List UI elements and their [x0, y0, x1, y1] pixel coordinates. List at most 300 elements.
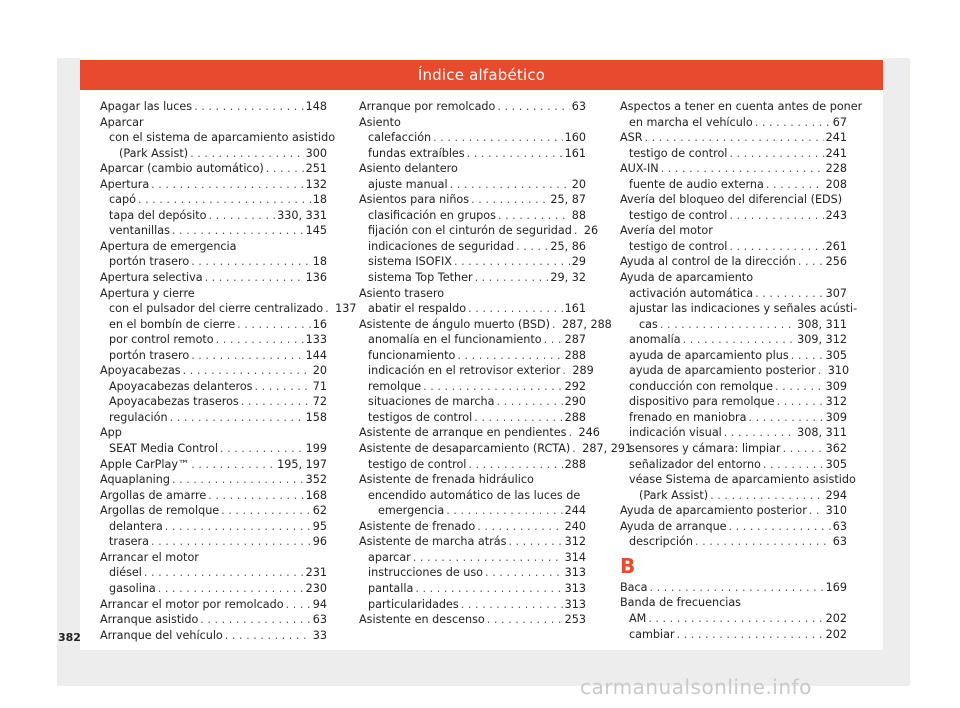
- page-number: 382: [58, 631, 81, 644]
- entry-term: fundas extraíbles: [368, 146, 465, 160]
- index-entry: [620, 130, 847, 146]
- entry-page: 261: [825, 239, 847, 253]
- index-entry: [100, 410, 327, 426]
- index-entry: [100, 565, 327, 581]
- index-entry: [100, 612, 327, 628]
- entry-term: pantalla: [368, 581, 414, 595]
- entry-page: 29, 32: [550, 271, 586, 285]
- index-entry: [359, 457, 586, 473]
- dot-leader: [413, 550, 563, 566]
- index-entry: [100, 488, 327, 504]
- entry-page: 20: [312, 364, 327, 378]
- entry-page: 63: [832, 519, 847, 533]
- dot-leader: [477, 519, 562, 535]
- entry-page: 132: [305, 177, 327, 191]
- entry-term: Arranque por remolcado: [359, 100, 496, 113]
- entry-page: 307: [825, 286, 847, 300]
- dot-leader: [471, 192, 548, 208]
- entry-page: 312: [564, 535, 586, 549]
- index-entry: [620, 379, 847, 395]
- index-heading: con el sistema de aparcamiento asistido: [109, 131, 336, 145]
- dot-leader: [729, 239, 823, 255]
- index-entry: [100, 441, 327, 457]
- entry-term: Aparcar (cambio automático): [100, 162, 264, 176]
- entry-term: Baca: [620, 580, 648, 594]
- entry-page: 72: [312, 395, 327, 409]
- index-entry: [359, 348, 586, 364]
- index-entry: [100, 503, 327, 519]
- index-entry: [359, 425, 600, 441]
- dot-leader: [475, 270, 549, 286]
- entry-page: 26: [583, 224, 599, 238]
- entry-page: 161: [564, 146, 586, 160]
- index-entry: [100, 177, 327, 193]
- index-entry: [620, 146, 847, 162]
- index-entry: [100, 457, 327, 473]
- entry-term: regulación: [109, 410, 168, 424]
- dot-leader: [457, 348, 562, 364]
- dot-leader: [487, 612, 563, 628]
- entry-page: 290: [564, 395, 586, 409]
- dot-leader: [191, 457, 275, 473]
- entry-page: 96: [312, 535, 327, 549]
- entry-page: 29: [571, 255, 586, 269]
- entry-page: 137: [335, 302, 357, 316]
- entry-term: testigo de control: [629, 208, 728, 222]
- entry-term: funcionamiento: [368, 348, 456, 362]
- entry-term: con el pulsador del cierre centralizado: [109, 302, 324, 316]
- dot-leader: [755, 286, 823, 302]
- index-entry: [359, 410, 586, 426]
- entry-term: Argollas de amarre: [100, 488, 207, 502]
- dot-leader: [497, 99, 569, 115]
- entry-page: 208: [825, 177, 847, 191]
- dot-leader: [777, 394, 824, 410]
- dot-leader: [205, 270, 304, 286]
- entry-term: abatir el respaldo: [368, 302, 467, 316]
- entry-page: 158: [305, 410, 327, 424]
- dot-leader: [648, 611, 823, 627]
- entry-term: ayuda de aparcamiento posterior: [629, 364, 816, 378]
- entry-page: 305: [825, 348, 847, 362]
- entry-page: 94: [312, 597, 327, 611]
- index-entry: [359, 379, 586, 395]
- dot-leader: [798, 254, 824, 270]
- entry-page: 244: [564, 504, 586, 518]
- entry-term: Arrancar el motor por remolcado: [100, 597, 284, 611]
- page-title-text: Índice alfabético: [417, 66, 546, 84]
- entry-page: 63: [832, 535, 847, 549]
- entry-page: 25, 86: [550, 239, 586, 253]
- entry-term: emergencia: [378, 504, 445, 518]
- dot-leader: [645, 130, 824, 146]
- entry-page: 136: [305, 271, 327, 285]
- index-entry: [100, 628, 327, 644]
- entry-term: (Park Assist): [639, 488, 709, 502]
- dot-leader: [423, 379, 562, 395]
- dot-leader: [191, 348, 303, 364]
- entry-term: delantera: [109, 519, 163, 533]
- dot-leader: [552, 317, 560, 333]
- index-entry: [100, 317, 327, 333]
- entry-page: 228: [825, 162, 847, 176]
- index-heading: Banda de frecuencias: [620, 596, 742, 610]
- entry-term: (Park Assist): [119, 146, 189, 160]
- index-entry: [620, 348, 847, 364]
- entry-page: 148: [305, 100, 327, 113]
- dot-leader: [729, 146, 823, 162]
- index-entry: [620, 254, 847, 270]
- entry-page: 67: [832, 115, 847, 129]
- index-heading: Asiento delantero: [359, 162, 458, 176]
- entry-page: 18: [312, 255, 327, 269]
- dot-leader: [661, 161, 824, 177]
- entry-term: Aquaplaning: [100, 473, 170, 487]
- index-entry: [100, 519, 327, 535]
- entry-term: portón trasero: [109, 348, 190, 362]
- entry-page: 199: [305, 442, 327, 456]
- dot-leader: [237, 317, 311, 333]
- dot-leader: [729, 519, 831, 535]
- entry-page: 313: [564, 581, 586, 595]
- index-entry: [359, 254, 586, 270]
- dot-leader: [474, 410, 562, 426]
- entry-page: 88: [571, 208, 586, 222]
- dot-leader: [650, 580, 824, 596]
- index-entry: [359, 612, 586, 628]
- entry-page: 95: [312, 519, 327, 533]
- dot-leader: [216, 332, 304, 348]
- entry-page: 144: [305, 348, 327, 362]
- dot-leader: [172, 223, 304, 239]
- entry-term: indicaciones de seguridad: [368, 239, 515, 253]
- index-entry: [620, 317, 847, 333]
- index-entry: [620, 177, 847, 193]
- dot-leader: [172, 472, 304, 488]
- entry-page: 288: [564, 348, 586, 362]
- entry-term: ayuda de aparcamiento plus: [629, 348, 789, 362]
- dot-leader: [766, 177, 824, 193]
- entry-page: 313: [564, 597, 586, 611]
- entry-term: Asistente en descenso: [359, 613, 485, 627]
- index-entry: [100, 348, 327, 364]
- index-heading: Aspectos a tener en cuenta antes de poner: [620, 100, 863, 113]
- entry-term: cas: [639, 317, 658, 331]
- dot-leader: [791, 348, 824, 364]
- index-heading: Asistente de frenada hidráulico: [359, 473, 534, 487]
- entry-page: 308, 311: [797, 317, 847, 331]
- entry-term: calefacción: [368, 131, 432, 145]
- entry-term: Arranque asistido: [100, 613, 199, 627]
- index-column-3: [620, 99, 863, 642]
- dot-leader: [446, 503, 562, 519]
- index-heading: Avería del motor: [620, 224, 713, 238]
- index-entry: [359, 581, 586, 597]
- index-entry: [100, 254, 327, 270]
- index-entry: [359, 534, 586, 550]
- index-entry: [620, 286, 847, 302]
- index-entry: [100, 146, 327, 162]
- index-entry: [620, 503, 847, 519]
- index-entry: [359, 301, 586, 317]
- entry-page: 71: [312, 379, 327, 393]
- entry-term: fijación con el cinturón de seguridad: [368, 224, 572, 238]
- entry-term: Apoyacabezas: [100, 364, 181, 378]
- entry-page: 230: [305, 581, 327, 595]
- entry-page: 300: [305, 146, 327, 160]
- dot-leader: [755, 115, 831, 131]
- dot-leader: [151, 534, 311, 550]
- entry-page: 18: [312, 193, 327, 207]
- index-heading: Apertura de emergencia: [100, 239, 237, 253]
- entry-page: 309: [825, 379, 847, 393]
- entry-term: Ayuda de aparcamiento posterior: [620, 504, 807, 518]
- entry-term: sensores y cámara: limpiar: [629, 442, 781, 456]
- index-entry: [359, 192, 586, 208]
- entry-page: 243: [825, 208, 847, 222]
- index-entry: [359, 208, 586, 224]
- entry-term: testigo de control: [368, 457, 467, 471]
- entry-term: testigo de control: [629, 239, 728, 253]
- page-title: [80, 60, 883, 90]
- index-entry: [100, 363, 327, 379]
- dot-leader: [724, 425, 795, 441]
- entry-page: 312: [825, 395, 847, 409]
- entry-term: gasolina: [109, 581, 156, 595]
- entry-page: 145: [305, 224, 327, 238]
- dot-leader: [783, 441, 824, 457]
- entry-page: 169: [825, 580, 847, 594]
- index-entry: [359, 565, 586, 581]
- entry-page: 313: [564, 566, 586, 580]
- dot-leader: [544, 332, 563, 348]
- index-entry: [359, 317, 612, 333]
- entry-term: ventanillas: [109, 224, 170, 238]
- index-entry: [620, 611, 847, 627]
- entry-page: 352: [305, 473, 327, 487]
- dot-leader: [415, 581, 562, 597]
- index-entry: [100, 534, 327, 550]
- dot-leader: [170, 410, 304, 426]
- dot-leader: [468, 457, 562, 473]
- index-entry: [359, 270, 586, 286]
- entry-term: trasera: [109, 535, 150, 549]
- entry-page: 202: [825, 611, 847, 625]
- index-entry: [100, 99, 327, 115]
- index-entry: [359, 394, 586, 410]
- dot-leader: [568, 425, 576, 441]
- entry-page: 20: [571, 177, 586, 191]
- dot-leader: [151, 177, 303, 193]
- dot-leader: [574, 223, 582, 239]
- index-entry: [359, 177, 586, 193]
- index-heading: Avería del bloqueo del diferencial (EDS): [620, 193, 843, 207]
- index-entry: [620, 332, 847, 348]
- entry-page: 33: [312, 628, 327, 642]
- index-entry: [620, 488, 847, 504]
- entry-page: 288: [564, 457, 586, 471]
- entry-term: AM: [629, 611, 647, 625]
- index-heading: Asiento trasero: [359, 286, 445, 300]
- index-entry: [100, 597, 327, 613]
- entry-term: indicación visual: [629, 426, 722, 440]
- dot-leader: [241, 394, 311, 410]
- entry-term: testigo de control: [629, 146, 728, 160]
- entry-term: Apertura selectiva: [100, 271, 203, 285]
- index-heading: Aparcar: [100, 115, 144, 129]
- entry-term: Ayuda al control de la dirección: [620, 255, 796, 269]
- dot-leader: [200, 612, 310, 628]
- entry-term: dispositivo para remolque: [629, 395, 775, 409]
- dot-leader: [325, 301, 333, 317]
- entry-page: 314: [564, 550, 586, 564]
- dot-leader: [683, 332, 796, 348]
- index-entry: [620, 425, 847, 441]
- entry-term: activación automática: [629, 286, 754, 300]
- dot-leader: [710, 488, 824, 504]
- index-entry: [100, 270, 327, 286]
- dot-leader: [208, 488, 303, 504]
- index-entry: [620, 208, 847, 224]
- entry-page: 292: [564, 379, 586, 393]
- entry-page: 309, 312: [797, 333, 847, 347]
- index-entry: [620, 580, 847, 596]
- index-entry: [100, 208, 327, 224]
- dot-leader: [660, 317, 795, 333]
- index-column-1: [100, 99, 357, 643]
- index-entry: [359, 146, 586, 162]
- dot-leader: [763, 457, 824, 473]
- dot-leader: [165, 519, 311, 535]
- entry-term: AUX-IN: [620, 162, 659, 176]
- entry-page: 287, 288: [561, 317, 612, 331]
- entry-term: en marcha el vehículo: [629, 115, 753, 129]
- entry-page: 287, 291: [582, 442, 633, 456]
- entry-term: clasificación en grupos: [368, 208, 496, 222]
- dot-leader: [498, 208, 570, 224]
- entry-term: Apoyacabezas delanteros: [109, 379, 253, 393]
- dot-leader: [450, 177, 570, 193]
- dot-leader: [225, 628, 311, 644]
- entry-term: Arranque del vehículo: [100, 628, 223, 642]
- entry-term: Asistente de desaparcamiento (RCTA): [359, 442, 571, 456]
- entry-page: 253: [564, 613, 586, 627]
- entry-term: Asistente de arranque en pendientes: [359, 426, 567, 440]
- dot-leader: [485, 565, 563, 581]
- index-heading: App: [100, 426, 122, 440]
- index-entry: [100, 192, 327, 208]
- index-entry: [100, 332, 327, 348]
- index-entry: [620, 115, 847, 131]
- index-entry: [620, 363, 850, 379]
- index-letter-heading: B: [620, 553, 636, 578]
- watermark: carmanualsonline.info: [580, 675, 812, 699]
- dot-leader: [194, 99, 304, 115]
- entry-term: por control remoto: [109, 333, 214, 347]
- entry-term: Apoyacabezas traseros: [109, 395, 239, 409]
- dot-leader: [286, 597, 311, 613]
- index-entry: [100, 223, 327, 239]
- index-entry: [100, 301, 357, 317]
- entry-term: diésel: [109, 566, 142, 580]
- entry-page: 241: [825, 146, 847, 160]
- dot-leader: [749, 410, 824, 426]
- dot-leader: [183, 363, 311, 379]
- entry-term: indicación en el retrovisor exterior: [368, 364, 561, 378]
- entry-term: en el bombín de cierre: [109, 317, 236, 331]
- index-entry: [359, 363, 594, 379]
- index-heading: Apertura y cierre: [100, 286, 195, 300]
- dot-leader: [562, 363, 570, 379]
- entry-term: frenado en maniobra: [629, 410, 747, 424]
- index-entry: [620, 534, 847, 550]
- entry-term: anomalía en el funcionamiento: [368, 333, 542, 347]
- dot-leader: [209, 208, 276, 224]
- entry-term: SEAT Media Control: [109, 442, 218, 456]
- index-entry: [620, 239, 847, 255]
- index-entry: [359, 130, 586, 146]
- dot-leader: [677, 627, 824, 643]
- entry-term: aparcar: [368, 550, 411, 564]
- entry-page: 16: [312, 317, 327, 331]
- entry-page: 309: [825, 410, 847, 424]
- entry-page: 240: [564, 519, 586, 533]
- index-entry: [620, 457, 847, 473]
- entry-page: 63: [312, 613, 327, 627]
- entry-page: 310: [825, 504, 847, 518]
- entry-page: 62: [312, 504, 327, 518]
- entry-term: particularidades: [368, 597, 459, 611]
- entry-page: 308, 311: [797, 426, 847, 440]
- dot-leader: [809, 503, 824, 519]
- entry-page: 241: [825, 131, 847, 145]
- entry-term: ASR: [620, 131, 643, 145]
- entry-page: 288: [564, 410, 586, 424]
- entry-term: remolque: [368, 379, 422, 393]
- entry-page: 160: [564, 131, 586, 145]
- entry-page: 231: [305, 566, 327, 580]
- entry-term: señalizador del entorno: [629, 457, 761, 471]
- entry-term: instrucciones de uso: [368, 566, 484, 580]
- index-entry: [100, 161, 327, 177]
- index-entry: [100, 394, 327, 410]
- entry-term: Asistente de frenado: [359, 519, 476, 533]
- entry-term: Ayuda de arranque: [620, 519, 727, 533]
- index-entry: [100, 581, 327, 597]
- dot-leader: [190, 146, 304, 162]
- entry-term: testigos de control: [368, 410, 473, 424]
- entry-term: fuente de audio externa: [629, 177, 764, 191]
- entry-page: 63: [571, 100, 586, 113]
- entry-page: 362: [825, 442, 847, 456]
- index-entry: [620, 441, 847, 457]
- index-entry: [359, 332, 586, 348]
- entry-page: 287: [564, 333, 586, 347]
- dot-leader: [461, 597, 563, 613]
- entry-page: 195, 197: [277, 457, 327, 471]
- entry-page: 294: [825, 488, 847, 502]
- entry-page: 168: [305, 488, 327, 502]
- dot-leader: [572, 441, 580, 457]
- index-entry: [100, 379, 327, 395]
- entry-page: 25, 87: [550, 193, 586, 207]
- entry-page: 289: [572, 364, 594, 378]
- entry-term: anomalía: [629, 333, 681, 347]
- dot-leader: [516, 239, 548, 255]
- dot-leader: [729, 208, 823, 224]
- entry-page: 305: [825, 457, 847, 471]
- entry-term: ajuste manual: [368, 177, 448, 191]
